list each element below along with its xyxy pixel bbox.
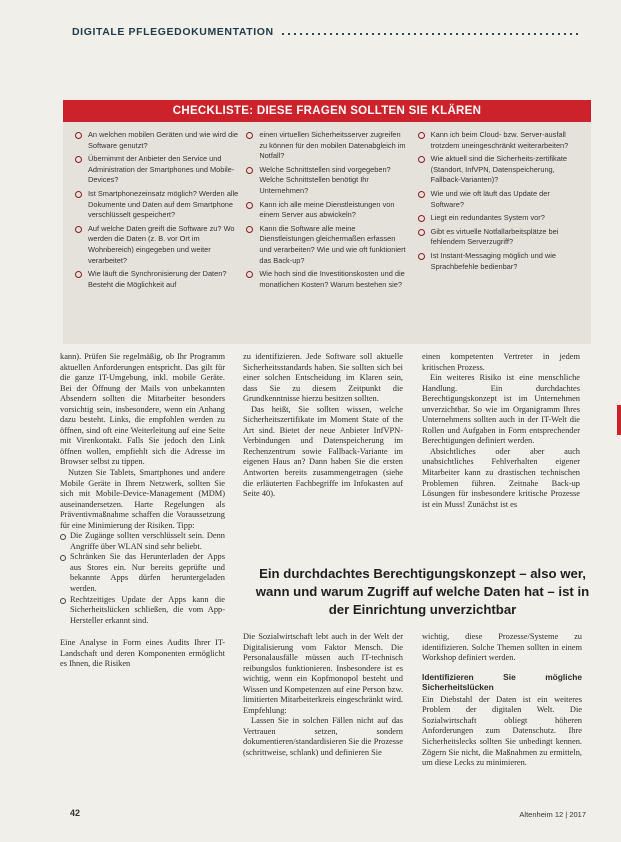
bullet-icon <box>246 167 253 174</box>
bullet-icon <box>418 229 425 236</box>
checklist-item-text: Gibt es virtuelle Notfallarbeitsplätze bei fehlendem Serverzugriff? <box>430 226 559 247</box>
bullet-icon <box>75 226 82 233</box>
body-paragraph: Die Sozialwirtschaft lebt auch in der Welt der Digitalisierung vom Faktor Mensch. Die Personalausfälle müssen auch IT-technisch reibungslos funktionieren. Insbesondere ist es wichtig, wenn ein Kopfmonopol besteht und Wissen und Kompetenzen auf eine Person bzw. limitierten Mitarbeiterkreis eingeschränkt wird. Empfehlung: <box>243 632 403 715</box>
body-paragraph: Nutzen Sie Tablets, Smartphones und andere Mobile Geräte in Ihrem Netzwerk, sollten Sie sich mit Mobile-Device-Management (MDM) auseinandersetzen. Harte Regelungen als Präventivmaßnahme schaffen die Voraussetzung für eine Minimierung der Risiken. Tipp: <box>60 468 225 530</box>
checklist-item <box>246 269 409 290</box>
bullet-icon <box>418 191 425 198</box>
bullet-icon <box>418 215 425 222</box>
body-paragraph: kann). Prüfen Sie regelmäßig, ob Ihr Programm aktuellen Anforderungen entspricht. Das gilt für die ganze IT-Umgebung, inkl. mobile Geräte. Bei der Öffnung der Mails von unbekannten Absendern sollten die Mitarbeiter besonders vorsichtig sein, insbesondere, wenn ein Anhang dazu besteht. Links, die empfohlen werden zu öffnen, sind oft eine Weiterleitung auf eine Seite mit Virenkontakt. Falls Sie jedoch den Link öffnen wollen, empfiehlt sich die Adresse im Browser selbst zu tippen. <box>60 352 225 467</box>
body-paragraph: wichtig, diese Prozesse/Systeme zu identifizieren. Solche Themen sollten in einem Workshop definiert werden. <box>422 632 582 663</box>
checklist-item-text: Übernimmt der Anbieter den Service und Administration der Smartphones und Mobile-Devices? <box>88 154 235 185</box>
bullet-icon <box>60 555 66 561</box>
bullet-icon <box>246 226 253 233</box>
checklist-item-text: Auf welche Daten greift die Software zu? Wo werden die Daten (z. B. vor Ort im Wohnbereich) eingegeben und weiter verarbeitet? <box>88 223 235 265</box>
checklist-item-text: Liegt ein redundantes System vor? <box>430 213 545 223</box>
bullet-icon <box>418 132 425 139</box>
bullet-icon <box>75 191 82 198</box>
list-item <box>60 595 225 627</box>
checklist-column-2 <box>246 130 409 293</box>
checklist-item-text: Ist Instant-Messaging möglich und wie Sprachbefehle bedienbar? <box>430 250 556 271</box>
checklist-item <box>246 200 409 221</box>
article-column-2 <box>243 352 403 500</box>
checklist-item-text: Wie aktuell sind die Sicherheits-zertifikate (Standort, InfVPN, Datenspeicherung, Fallback-Varianten)? <box>430 154 568 185</box>
article-column-2-lower <box>243 632 403 759</box>
checklist-item-text: Kann ich beim Cloud- bzw. Server-ausfall trotzdem uneingeschränkt weiterarbeiten? <box>430 130 569 150</box>
checklist-item-text: Kann ich alle meine Dienstleistungen von einem Server aus abwickeln? <box>259 199 395 220</box>
checklist-item <box>246 224 409 266</box>
checklist-item <box>75 224 238 266</box>
list-item-text: Rechtzeitiges Update der Apps kann die Sicherheitslücken schließen, die vom App-Hersteller erkannt sind. <box>70 594 225 625</box>
pull-quote: Ein durchdachtes Berechtigungskonzept – also wer, wann und warum Zugriff auf welche Daten hat – ist in der Einrichtung unverzichtbar <box>255 566 590 617</box>
checklist-item-text: Kann die Software alle meine Dienstleistungen gleichermaßen erfassen und verarbeiten? Wie und wie oft funktioniert das Back-up? <box>259 223 406 265</box>
bullet-icon <box>246 132 253 139</box>
checklist-item <box>418 189 581 210</box>
checklist-item <box>75 189 238 221</box>
bullet-icon <box>246 271 253 278</box>
checklist-column-3 <box>418 130 581 293</box>
bullet-icon <box>60 598 66 604</box>
checklist-item <box>418 227 581 248</box>
checklist-item-text: einen virtuellen Sicherheitsserver zugreifen zu können für den mobilen Datenabgleich im Notfall? <box>259 130 406 161</box>
bullet-icon <box>75 271 82 278</box>
checklist-item <box>75 154 238 186</box>
checklist-item <box>246 130 409 162</box>
section-header <box>72 24 582 40</box>
body-paragraph: Eine Analyse in Form eines Audits Ihrer IT-Landschaft und deren Komponenten ermöglicht es Ihnen, die Risiken <box>60 638 225 669</box>
section-title: DIGITALE PFLEGEDOKUMENTATION <box>72 26 274 38</box>
article-column-3-lower <box>422 632 582 769</box>
bullet-icon <box>75 132 82 139</box>
body-paragraph: Absichtliches oder aber auch unabsichtliches Fehlverhalten eigener Mitarbeiter kann zu drastischen technischen Problemen führen. Zeitnahe Back-up Lösungen für insbesondere kritische Prozesse ist ein Muss! Zunächst ist es <box>422 446 580 509</box>
checklist-item <box>418 130 581 151</box>
body-paragraph: Ein Diebstahl der Daten ist ein weiteres Problem der digitalen Welt. Die Sozialwirtschaft obliegt höheren Anforderungen zum Datenschutz. Ihre Sicherheitslecks sollten Sie unbedingt kennen. Zögern Sie nicht, die Maßnahmen zu ermitteln, um diese Lecks zu minimieren. <box>422 694 582 768</box>
checklist-item-text: Wie und wie oft läuft das Update der Software? <box>430 188 550 209</box>
bullet-icon <box>60 534 66 540</box>
checklist-item <box>246 165 409 197</box>
body-paragraph: Lassen Sie in solchen Fällen nicht auf das Vertrauen setzen, sondern dokumentieren/standardisieren Sie die Prozesse (schrittweise, schlank) und definieren Sie <box>243 716 403 758</box>
body-paragraph: Ein weiteres Risiko ist eine menschliche Handlung. Ein durchdachtes Berechtigungskonzept ist im Unternehmen unverzichtbar. So wie im Organigramm Ihres Unternehmens sollten auch in der IT-Welt die Rollen und Aufgaben in Form entsprechender Berechtigungen definiert werden. <box>422 373 580 446</box>
checklist-item <box>418 251 581 272</box>
body-paragraph: zu identifizieren. Jede Software soll aktuelle Sicherheitsstandards haben. Sie sollten sich bei einer solchen Entscheidung im Klaren sein, dass Sie zu diesem Zeitpunkt die Grundkenntnisse hierzu besitzen sollten. <box>243 352 403 404</box>
checklist-item-text: Ist Smartphonezeinsatz möglich? Werden alle Dokumente und Daten auf dem Smartphone verschlüsselt gespeichert? <box>88 188 239 220</box>
list-item-text: Schränken Sie das Herunterladen der Apps aus Stores ein. Nur bereits geprüfte und bekannte Apps dürfen heruntergeladen werden. <box>70 552 225 594</box>
publication-name: Altenheim 12 | 2017 <box>519 810 586 819</box>
dotted-rule <box>280 33 582 35</box>
body-paragraph: einen kompetenten Vertreter in jedem kritischen Prozess. <box>422 352 580 372</box>
checklist-item-text: Wie hoch sind die Investitionskosten und die monatlichen Kosten? Warum bestehen sie? <box>259 269 405 289</box>
page-footer <box>70 808 586 822</box>
checklist-item <box>418 154 581 186</box>
bullet-icon <box>418 156 425 163</box>
body-paragraph: Das heißt, Sie sollten wissen, welche Sicherheitszertifikate im Moment State of the Art sind. Bietet der neue Anbieter InfVPN-Verbindungen und Datenspeicherung im Rechenzentrum sowie Fallback-Variante im eigenen Haus an? Dann haben Sie die ersten Antworten bereits zusammengetragen (siehe die erläuterten Fachbegriffe im Infokasten auf Seite 40). <box>243 404 403 499</box>
list-item <box>60 531 225 552</box>
bullet-icon <box>418 253 425 260</box>
checklist-item-text: Wie läuft die Synchronisierung der Daten? Besteht die Möglichkeit auf <box>88 269 227 289</box>
checklist-item <box>75 269 238 290</box>
checklist-item-text: An welchen mobilen Geräten und wie wird die Software genutzt? <box>88 130 238 150</box>
checklist-item <box>75 130 238 151</box>
checklist-box <box>63 100 591 344</box>
checklist-item <box>418 213 581 224</box>
subheading: Identifizieren Sie mögliche Sicherheitslücken <box>422 671 582 693</box>
checklist-title: CHECKLISTE: DIESE FRAGEN SOLLTEN SIE KLÄREN <box>63 100 591 122</box>
checklist-item-text: Welche Schnittstellen sind vorgegeben? Welche Schnittstellen benötigt Ihr Unternehmen? <box>259 164 391 195</box>
bullet-icon <box>75 156 82 163</box>
checklist-column-1 <box>75 130 238 293</box>
page-edge-marker <box>617 405 621 435</box>
list-item-text: Die Zugänge sollten verschlüsselt sein. Denn Angriffe über WLAN sind sehr beliebt. <box>70 531 225 551</box>
page-number: 42 <box>70 808 81 818</box>
list-item <box>60 552 225 594</box>
article-column-3 <box>422 352 580 510</box>
bullet-icon <box>246 202 253 209</box>
article-column-1 <box>60 352 225 670</box>
